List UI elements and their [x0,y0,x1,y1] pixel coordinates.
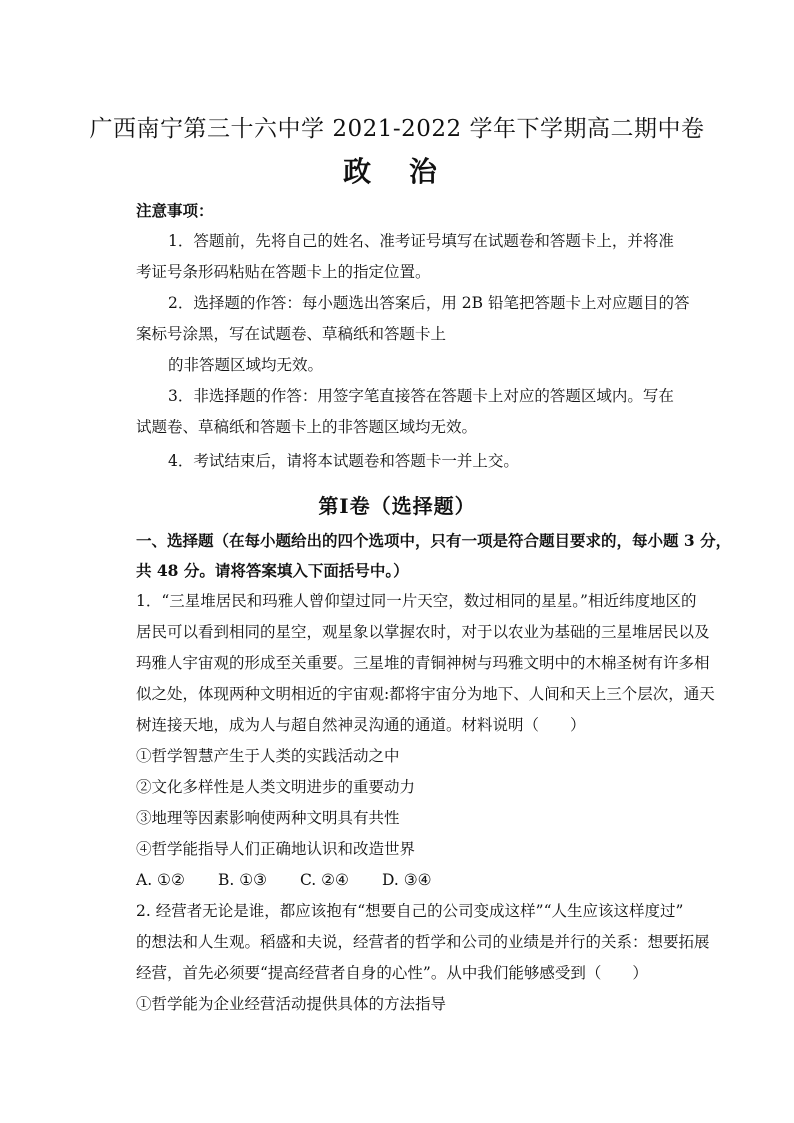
notice-line: 考证号条形码粘贴在答题卡上的指定位置。 [136,263,431,281]
question-1-text: 玛雅人宇宙观的形成至关重要。三星堆的青铜神树与玛雅文明中的木棉圣树有许多相 [136,654,710,672]
question-1-statement: ③地理等因素影响使两种文明具有共性 [136,809,400,827]
section-instruction: 一、选择题（在每小题给出的四个选项中，只有一项是符合题目要求的，每小题 3 分， [136,531,732,550]
question-1-options [136,869,736,891]
exam-title: 广西南宁第三十六中学 2021-2022 学年下学期高二期中卷 [89,116,705,142]
question-1-text: 1．“三星堆居民和玛雅人曾仰望过同一片天空，数过相同的星星。”相近纬度地区的 [136,592,697,610]
question-1-text: 居民可以看到相同的星空，观星象以掌握农时，对于以农业为基础的三星堆居民以及 [136,623,710,641]
option-d[interactable]: D. ③④ [382,871,432,889]
section-instruction: 共 48 分。请将答案填入下面括号中。） [136,561,409,580]
notice-line: 试题卷、草稿纸和答题卡上的非答题区域均无效。 [136,418,478,436]
section-title: 第Ⅰ卷（选择题） [318,494,476,518]
notice-heading: 注意事项： [136,201,214,220]
question-2-text: 经营，首先必须要“提高经营者自身的心性”。从中我们能够感受到（ ） [136,964,648,982]
option-b[interactable]: B. ①③ [218,871,268,889]
question-1-statement: ②文化多样性是人类文明进步的重要动力 [136,778,416,796]
question-1-statement: ④哲学能指导人们正确地认识和改造世界 [136,840,416,858]
question-1-text: 似之处，体现两种文明相近的宇宙观:都将宇宙分为地下、人间和天上三个层次，通天 [136,685,715,703]
question-2-text: 2. 经营者无论是谁，都应该抱有“想要自己的公司变成这样”“人生应该这样度过” [136,902,684,920]
question-1-statement: ①哲学智慧产生于人类的实践活动之中 [136,747,400,765]
notice-line: 案标号涂黑，写在试题卷、草稿纸和答题卡上 [136,325,447,343]
question-2-statement: ①哲学能为企业经营活动提供具体的方法指导 [136,995,447,1013]
question-2-text: 的想法和人生观。稻盛和夫说，经营者的哲学和公司的业绩是并行的关系：想要拓展 [136,933,710,951]
notice-line: 1．答题前，先将自己的姓名、准考证号填写在试题卷和答题卡上，并将准 [168,232,674,250]
notice-line: 3．非选择题的作答：用签字笔直接答在答题卡上对应的答题区域内。写在 [168,387,674,405]
notice-line: 4．考试结束后，请将本试题卷和答题卡一并上交。 [168,452,519,470]
subject-title: 政 治 [343,155,451,188]
option-a[interactable]: A. ①② [136,871,185,889]
notice-line: 的非答题区域均无效。 [168,356,324,374]
option-c[interactable]: C. ②④ [300,871,349,889]
question-1-text: 树连接天地，成为人与超自然神灵沟通的通道。材料说明（ ） [136,716,586,734]
notice-line: 2．选择题的作答：每小题选出答案后，用 2B 铅笔把答题卡上对应题目的答 [168,294,690,312]
